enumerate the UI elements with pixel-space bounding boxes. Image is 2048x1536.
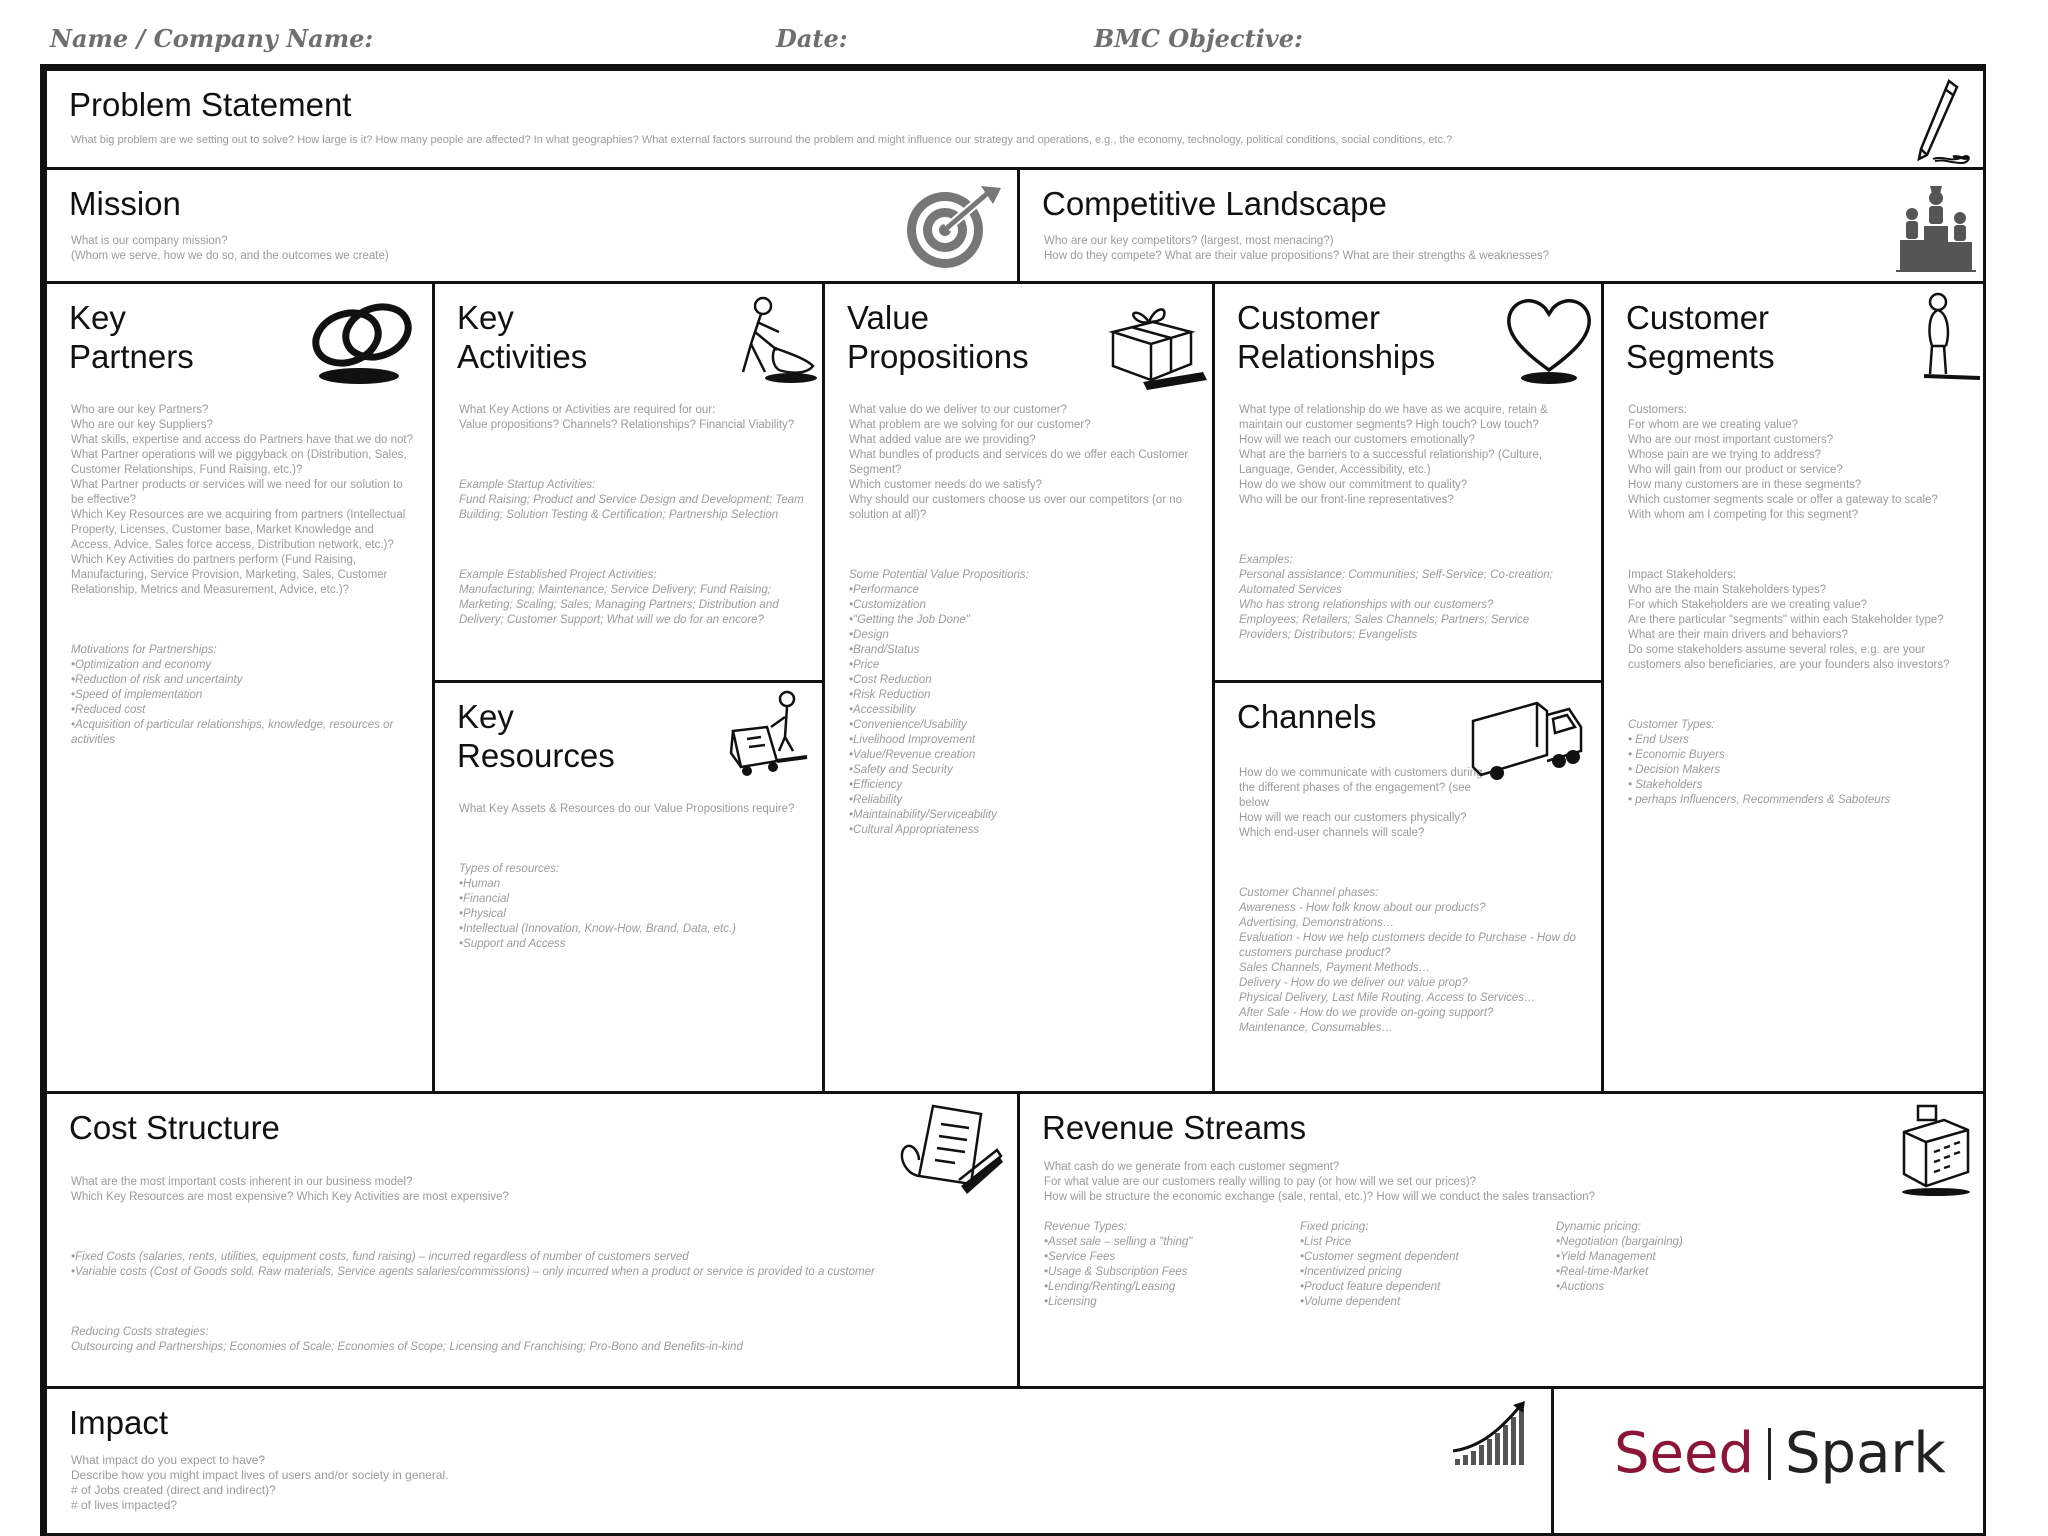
name-company-label: Name / Company Name: (50, 24, 374, 53)
logo-divider (1768, 1428, 1771, 1480)
date-label: Date: (776, 24, 848, 53)
revenue-types-list: Revenue Types: •Asset sale – selling a "thing" •Service Fees •Usage & Subscription Fees •Lending/Renting/Leasing •Licensing (1044, 1221, 1193, 1308)
target-icon (897, 182, 1007, 272)
gift-icon (1103, 292, 1213, 392)
cost-structure-cost-types: •Fixed Costs (salaries, rents, utilities, equipment costs, fund raising) – incurred regardless of number of customers served •Variable costs (Cost of Goods sold, Raw materials, Service agents salaries/commissions) – only incurred when a product or service is provided to a customer (71, 1251, 875, 1278)
key-activities-box[interactable] (432, 281, 825, 683)
logo-seed-text: Seed (1614, 1421, 1754, 1486)
customer-relationships-title: Customer Relationships (1237, 299, 1436, 375)
key-partners-text (71, 388, 416, 763)
channels-phases: Customer Channel phases: Awareness - How folk know about our products? Advertising, Demonstrations… Evaluation - How we help customers decide to Purchase - How do customers purchase product? Sales Channels, Payment Methods… Delivery - How do we deliver our value prop? Physical Delivery, Last Mile Routing, Access to Services… After Sale - How do we provide on-going support? Maintenance, Consumables… (1239, 887, 1576, 1034)
person-icon (1904, 290, 1984, 390)
revenue-streams-title: Revenue Streams (1042, 1109, 1307, 1146)
seedspark-logo (1614, 1421, 1946, 1486)
mission-text: What is our company mission? (Whom we serve, how we do so, and the outcomes we create) (71, 235, 389, 262)
invoice-icon (889, 1100, 1009, 1204)
value-propositions-list: Some Potential Value Propositions: •Performance •Customization •"Getting the Job Done" •Design •Brand/Status •Price •Cost Reduction •Risk Reduction •Accessibility •Convenience/Usability •Livelihood Improvement •Value/Revenue creation •Safety and Security •Efficiency •Reliability •Maintainability/Serviceability •Cultural Appropriateness (849, 569, 1029, 836)
channels-title: Channels (1237, 698, 1377, 735)
key-resources-text (459, 787, 804, 967)
logo-spark-text: Spark (1785, 1421, 1946, 1486)
value-propositions-text (849, 388, 1194, 853)
competitive-landscape-title: Competitive Landscape (1042, 185, 1387, 222)
cost-structure-title: Cost Structure (69, 1109, 280, 1146)
problem-statement-box[interactable] (44, 68, 1986, 170)
cash-register-icon (1896, 1102, 1976, 1198)
cost-structure-box[interactable] (44, 1091, 1020, 1389)
problem-statement-text: What big problem are we setting out to solve? How large is it? How many people are affected? In what geographies? What external factors surround the problem and might influence our strategy and operations, e.g., the economy, technology, political conditions, social conditions, etc.? (71, 134, 1453, 146)
customer-relationships-text (1239, 388, 1584, 658)
impact-text: What impact do you expect to have? Describe how you might impact lives of users and/or society in general. # of Jobs created (direct and indirect)? # of lives impacted? (71, 1453, 449, 1512)
channels-questions: How do we communicate with customers during the different phases of the engagement? (see below How will we reach our customers physically? Which end-user channels will scale? (1239, 767, 1483, 839)
customer-relationships-box[interactable] (1212, 281, 1604, 683)
truck-icon (1467, 691, 1587, 787)
revenue-streams-box[interactable] (1017, 1091, 1986, 1389)
customer-relationships-questions: What type of relationship do we have as we acquire, retain & maintain our customer segments? High touch? Low touch? How will we reach our customers emotionally? What are the barriers to a successful relationship? (Culture, Language, Gender, Accessibility, etc.) How do we show our commitment to quality? Who will be our front-line representatives? (1239, 404, 1548, 506)
impact-box[interactable] (44, 1386, 1554, 1536)
cost-structure-questions: What are the most important costs inherent in our business model? Which Key Resources are most expensive? Which Key Activities are most expensive? (71, 1176, 509, 1203)
heart-icon (1501, 290, 1597, 390)
key-activities-title: Key Activities (457, 299, 588, 375)
key-activities-text (459, 388, 804, 643)
customer-segments-stakeholders: Impact Stakeholders: Who are the main Stakeholders types? For which Stakeholders are we creating value? Are there particular "segments" within each Stakeholder type? What are their main drivers and behaviors? Do some stakeholders assume several roles, e.g. are your customers also beneficiaries, are your founders also investors? (1628, 569, 1950, 671)
key-resources-questions: What Key Assets & Resources do our Value Propositions require? (459, 803, 795, 815)
mission-box[interactable] (44, 167, 1020, 284)
fixed-pricing-list: Fixed pricing: •List Price •Customer segment dependent •Incentivized pricing •Product feature dependent •Volume dependent (1300, 1221, 1459, 1308)
competitive-landscape-box[interactable] (1017, 167, 1986, 284)
mission-title: Mission (69, 185, 181, 222)
key-activities-established-examples: Example Established Project Activities: Manufacturing; Maintenance; Service Delivery; Fund Raising; Marketing; Scaling; Sales; Managing Partners; Distribution and Delivery; Customer Support; What will we do for an encore? (459, 569, 779, 626)
worker-icon (721, 292, 821, 392)
cost-structure-strategies: Reducing Costs strategies: Outsourcing and Partnerships; Economies of Scale; Economies of Scope; Licensing and Franchising; Pro-Bono and Benefits-in-kind (71, 1326, 743, 1353)
key-resources-title: Key Resources (457, 698, 615, 774)
value-propositions-questions: What value do we deliver to our customer? What problem are we solving for our customer? What added value are we providing? What bundles of products and services do we offer each Customer Segment? Which customer needs do we satisfy? Why should our customers choose us over our competitors (or no solution at all)? (849, 404, 1189, 521)
key-activities-questions: What Key Actions or Activities are required for our: Value propositions? Channels? Relationships? Financial Viability? (459, 404, 795, 431)
bmc-objective-label: BMC Objective: (1094, 24, 1303, 53)
podium-icon (1896, 176, 1976, 276)
customer-segments-title: Customer Segments (1626, 299, 1775, 375)
customer-segments-questions: Customers: For whom are we creating value? Who are our most important customers? Whose pain are we trying to address? Who will gain from our product or service? How many customers are in these segments? Which customer segments scale or offer a gateway to scale? With whom am I competing for this segment? (1628, 404, 1938, 521)
competitive-landscape-text: Who are our key competitors? (largest, most menacing?) How do they compete? What are their value propositions? What are their strengths & weaknesses? (1044, 235, 1549, 262)
key-resources-box[interactable] (432, 680, 825, 1094)
revenue-streams-text: What cash do we generate from each customer segment? For what value are our customers really willing to pay (or how will we set our prices)? How will be structure the economic exchange (sale, rental, etc.)? How will we conduct the sales transaction? (1044, 1161, 1595, 1203)
forklift-icon (727, 687, 817, 783)
customer-segments-box[interactable] (1601, 281, 1986, 1094)
key-activities-startup-examples: Example Startup Activities: Fund Raising; Product and Service Design and Development; Team Building; Solution Testing & Certification; Partnership Selection (459, 479, 804, 521)
linked-rings-icon (303, 292, 423, 392)
customer-relationships-examples: Examples: Personal assistance; Communities; Self-Service; Co-creation; Automated Services Who has strong relationships with our customers? Employees; Retailers; Sales Channels; Partners; Service Providers; Distributors; Evangelists (1239, 554, 1553, 641)
impact-title: Impact (69, 1404, 169, 1441)
value-propositions-box[interactable] (822, 281, 1215, 1094)
growth-chart-icon (1451, 1399, 1531, 1471)
key-partners-motivations: Motivations for Partnerships: •Optimization and economy •Reduction of risk and uncertainty •Speed of implementation •Reduced cost •Acquisition of particular relationships, knowledge, resources or activities (71, 644, 394, 746)
dynamic-pricing-list: Dynamic pricing: •Negotiation (bargaining) •Yield Management •Real-time-Market •Auctions (1556, 1221, 1683, 1293)
customer-segments-types: Customer Types: • End Users • Economic Buyers • Decision Makers • Stakeholders • perhaps Influencers, Recommenders & Saboteurs (1628, 719, 1891, 806)
key-resources-types: Types of resources: •Human •Financial •Physical •Intellectual (Innovation, Know-How, Brand, Data, etc.) •Support and Access (459, 863, 736, 950)
key-partners-title: Key Partners (69, 299, 194, 375)
problem-statement-title: Problem Statement (69, 86, 352, 123)
pencil-icon (1905, 77, 1977, 165)
key-partners-questions: Who are our key Partners? Who are our key Suppliers? What skills, expertise and access do Partners have that we do not? What Partner operations will we piggyback on (Distribution, Sales, Customer Relationships, Fund Raising, etc.)? What Partner products or services will we need for our solution to be effective? Which Key Resources are we acquiring from partners (Intellectual Property, Licenses, Customer base, Market Knowledge and Access, Advice, Sales force access, Distribution network, etc.)? Which Key Activities do partners perform (Fund Raising, Manufacturing, Service Provision, Marketing, Sales, Customer Relationship, Metrics and Measurement, Advice, etc.)? (71, 404, 413, 596)
key-partners-box[interactable] (44, 281, 435, 1094)
customer-segments-text (1628, 388, 1963, 823)
value-propositions-title: Value Propositions (847, 299, 1029, 375)
channels-box[interactable] (1212, 680, 1604, 1094)
cost-structure-text (71, 1160, 971, 1370)
channels-text (1239, 751, 1584, 1051)
